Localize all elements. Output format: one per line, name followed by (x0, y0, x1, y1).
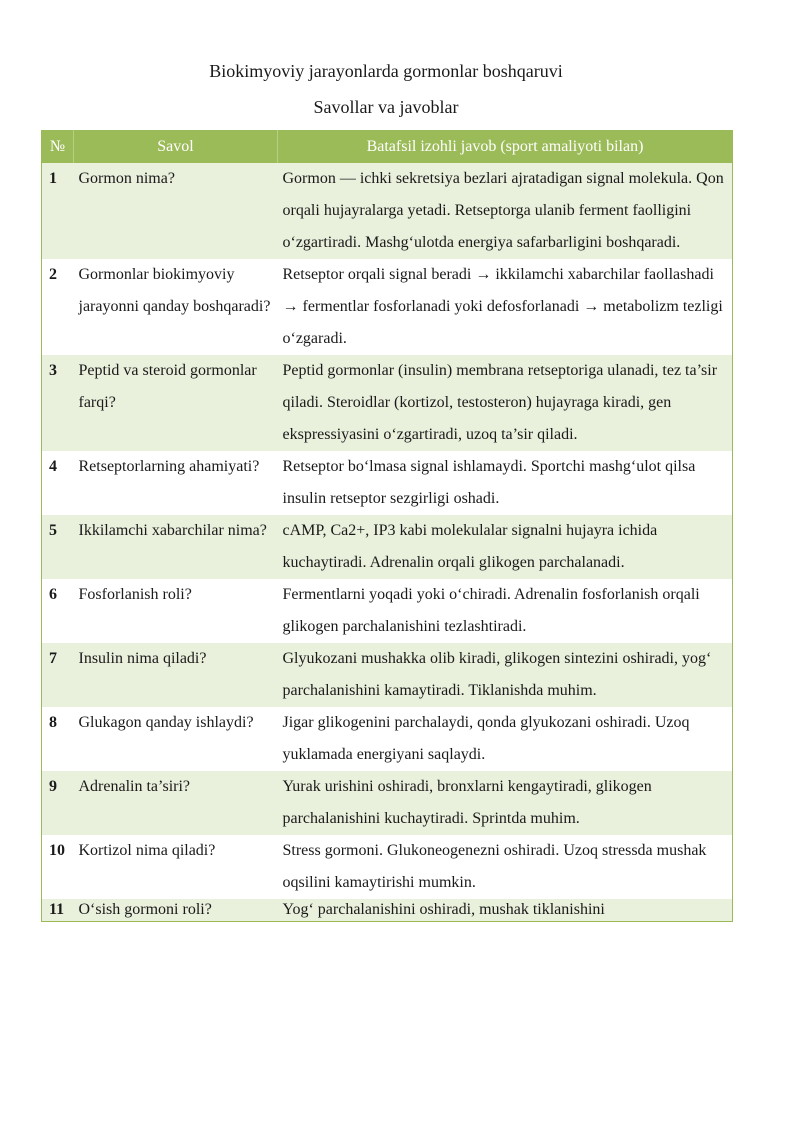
document-title: Biokimyoviy jarayonlarda gormonlar boshqaruvi (209, 61, 563, 81)
row-number: 8 (42, 707, 74, 771)
table-row (42, 355, 733, 451)
row-answer: Retseptor bo‘lmasa signal ishlamaydi. Sportchi mashg‘ulot qilsa insulin retseptor sezgirligi oshadi. (278, 451, 733, 515)
table-row (42, 163, 733, 259)
qa-table (41, 130, 733, 922)
table-row (42, 259, 733, 355)
row-answer: Glyukozani mushakka olib kiradi, glikogen sintezini oshiradi, yog‘ parchalanishini kamaytiradi. Tiklanishda muhim. (278, 643, 733, 707)
row-answer: Peptid gormonlar (insulin) membrana retseptoriga ulanadi, tez ta’sir qiladi. Steroidlar (kortizol, testosteron) hujayraga kiradi, gen ekspressiyasini o‘zgartiradi, uzoq ta’sir qiladi. (278, 355, 733, 451)
header-number: № (42, 131, 74, 164)
table-row (42, 835, 733, 899)
row-question: O‘sish gormoni roli? (74, 899, 278, 922)
row-answer: Yog‘ parchalanishini oshiradi, mushak tiklanishini (278, 899, 733, 922)
row-question: Fosforlanish roli? (74, 579, 278, 643)
row-number: 4 (42, 451, 74, 515)
row-answer: cAMP, Ca2+, IP3 kabi molekulalar signalni hujayra ichida kuchaytiradi. Adrenalin orqali glikogen parchalanadi. (278, 515, 733, 579)
row-answer: Stress gormoni. Glukoneogenezni oshiradi. Uzoq stressda mushak oqsilini kamaytirishi mumkin. (278, 835, 733, 899)
row-number: 7 (42, 643, 74, 707)
row-number: 9 (42, 771, 74, 835)
row-question: Gormon nima? (74, 163, 278, 259)
row-question: Kortizol nima qiladi? (74, 835, 278, 899)
document-subtitle: Savollar va javoblar (313, 97, 459, 117)
row-number: 5 (42, 515, 74, 579)
table-header-row (42, 131, 733, 164)
row-answer: Retseptor orqali signal beradi → ikkilamchi xabarchilar faollashadi → fermentlar fosforlanadi yoki defosforlanadi → metabolizm tezligi o‘zgaradi. (278, 259, 733, 355)
row-answer: Fermentlarni yoqadi yoki o‘chiradi. Adrenalin fosforlanish orqali glikogen parchalanishini tezlashtiradi. (278, 579, 733, 643)
row-number: 1 (42, 163, 74, 259)
header-question: Savol (74, 131, 278, 164)
row-question: Retseptorlarning ahamiyati? (74, 451, 278, 515)
header-answer: Batafsil izohli javob (sport amaliyoti bilan) (278, 131, 733, 164)
table-row (42, 515, 733, 579)
table-row (42, 643, 733, 707)
row-question: Gormonlar biokimyoviy jarayonni qanday boshqaradi? (74, 259, 278, 355)
row-number: 6 (42, 579, 74, 643)
row-number: 11 (42, 899, 74, 922)
table-row (42, 451, 733, 515)
table-row (42, 771, 733, 835)
table-row (42, 707, 733, 771)
row-question: Insulin nima qiladi? (74, 643, 278, 707)
row-question: Glukagon qanday ishlaydi? (74, 707, 278, 771)
row-answer: Yurak urishini oshiradi, bronxlarni kengaytiradi, glikogen parchalanishini kuchaytiradi. Sprintda muhim. (278, 771, 733, 835)
row-number: 10 (42, 835, 74, 899)
row-question: Ikkilamchi xabarchilar nima? (74, 515, 278, 579)
row-question: Peptid va steroid gormonlar farqi? (74, 355, 278, 451)
row-number: 3 (42, 355, 74, 451)
row-number: 2 (42, 259, 74, 355)
table-row (42, 579, 733, 643)
table-row (42, 899, 733, 922)
row-answer: Jigar glikogenini parchalaydi, qonda glyukozani oshiradi. Uzoq yuklamada energiyani saqlaydi. (278, 707, 733, 771)
row-question: Adrenalin ta’siri? (74, 771, 278, 835)
row-answer: Gormon — ichki sekretsiya bezlari ajratadigan signal molekula. Qon orqali hujayralarga yetadi. Retseptorga ulanib ferment faolligini o‘zgartiradi. Mashg‘ulotda energiya safarbarligini boshqaradi. (278, 163, 733, 259)
